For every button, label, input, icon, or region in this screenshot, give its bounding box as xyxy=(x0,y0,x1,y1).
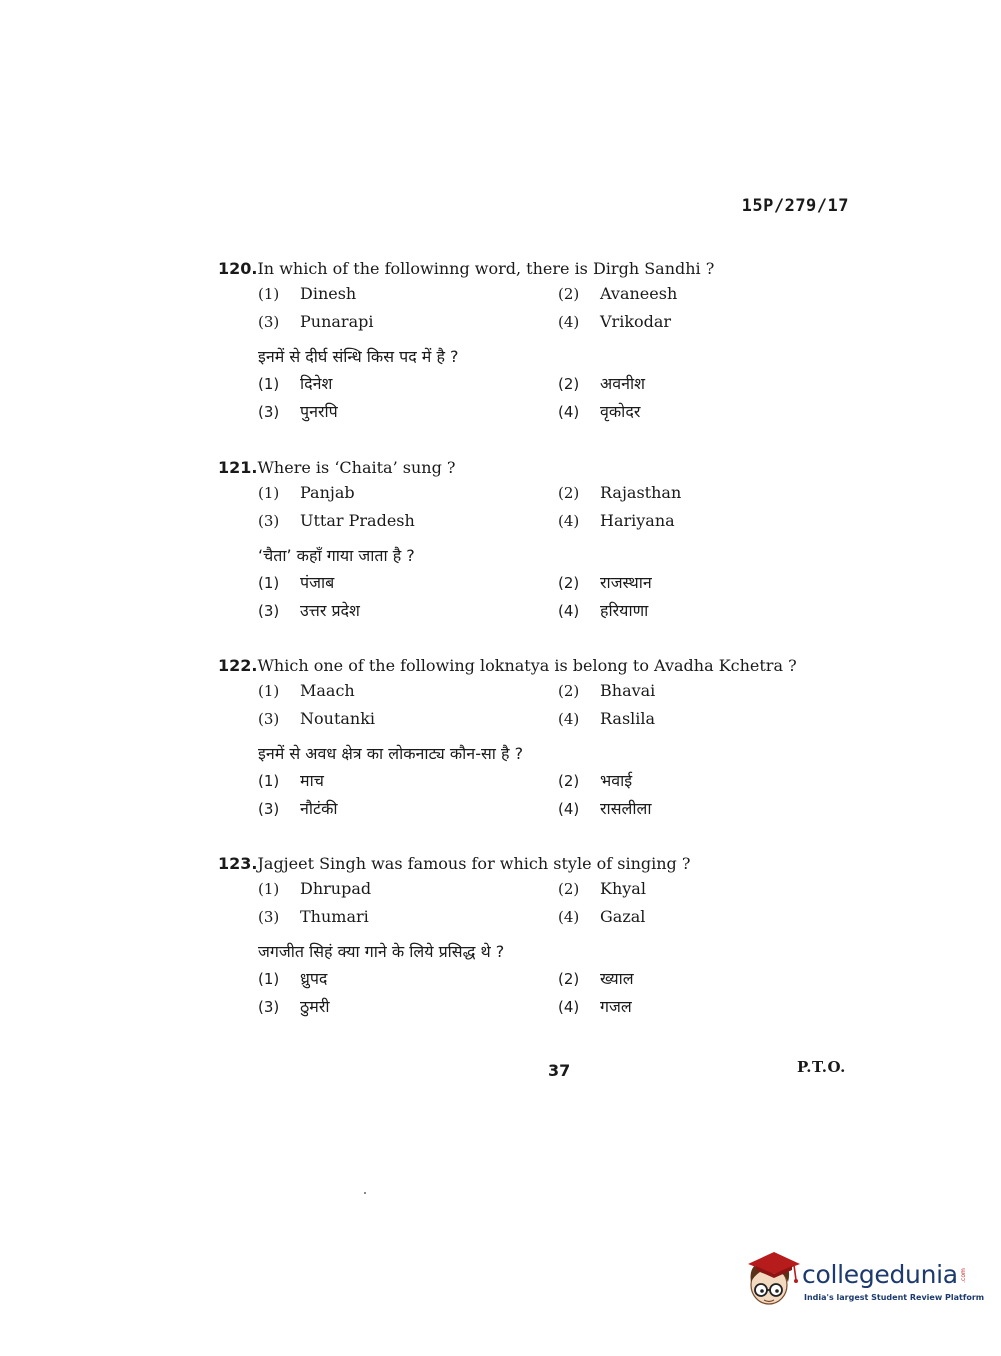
option-4: (4) Vrikodar xyxy=(558,312,672,331)
hindi-option-3: (3) पुनरपि xyxy=(258,402,338,421)
hindi-option-2: (2) भवाई xyxy=(558,771,633,790)
question-text: Which one of the following loknatya is belong to Avadha Kchetra ? xyxy=(257,656,797,675)
option-1: (1) Maach xyxy=(258,681,355,700)
option-3: (3) Punarapi xyxy=(258,312,374,331)
question-stem xyxy=(218,258,838,280)
question-number: 123. xyxy=(218,854,258,873)
question-121 xyxy=(218,457,838,627)
question-120 xyxy=(218,258,838,428)
hindi-option-2: (2) ख्याल xyxy=(558,969,634,988)
option-1: (1) Dinesh xyxy=(258,284,357,303)
question-text: Jagjeet Singh was famous for which style of singing ? xyxy=(257,854,691,873)
question-stem xyxy=(218,853,838,875)
question-stem xyxy=(218,655,838,677)
option-3: (3) Uttar Pradesh xyxy=(258,511,415,530)
scan-speck xyxy=(364,1192,366,1194)
hindi-option-1: (1) ध्रुपद xyxy=(258,969,328,988)
hindi-option-1: (1) पंजाब xyxy=(258,573,335,592)
option-1: (1) Dhrupad xyxy=(258,879,372,898)
question-number: 120. xyxy=(218,259,258,278)
logo-domain-suffix: .com xyxy=(959,1268,967,1283)
option-4: (4) Gazal xyxy=(558,907,646,926)
pto-label: P.T.O. xyxy=(797,1058,846,1076)
english-options xyxy=(258,879,838,935)
hindi-option-4: (4) वृकोदर xyxy=(558,402,641,421)
question-number: 121. xyxy=(218,458,258,477)
question-122 xyxy=(218,655,838,825)
question-123 xyxy=(218,853,838,1023)
page-number: 37 xyxy=(548,1061,571,1080)
hindi-option-3: (3) ठुमरी xyxy=(258,997,330,1016)
hindi-option-4: (4) हरियाणा xyxy=(558,601,649,620)
english-options xyxy=(258,681,838,737)
hindi-question-text: जगजीत सिहं क्या गाने के लिये प्रसिद्ध थे ? xyxy=(258,942,505,961)
hindi-options xyxy=(258,769,838,825)
hindi-question-text: इनमें से दीर्घ संन्धि किस पद में है ? xyxy=(258,347,459,366)
logo-wordmark: collegedunia xyxy=(802,1260,958,1289)
english-options xyxy=(258,284,838,340)
question-number: 122. xyxy=(218,656,258,675)
option-2: (2) Bhavai xyxy=(558,681,656,700)
paper-code: 15P/279/17 xyxy=(741,196,849,216)
hindi-options xyxy=(258,372,838,428)
hindi-option-3: (3) नौटंकी xyxy=(258,799,338,818)
option-4: (4) Hariyana xyxy=(558,511,675,530)
option-3: (3) Noutanki xyxy=(258,709,376,728)
option-1: (1) Panjab xyxy=(258,483,355,502)
hindi-question-text: इनमें से अवध क्षेत्र का लोकनाट्य कौन-सा है ? xyxy=(258,744,524,763)
option-3: (3) Thumari xyxy=(258,907,369,926)
hindi-option-4: (4) रासलीला xyxy=(558,799,652,818)
question-stem xyxy=(218,457,838,479)
option-4: (4) Raslila xyxy=(558,709,656,728)
logo-tagline: India's largest Student Review Platform xyxy=(804,1293,985,1302)
hindi-option-3: (3) उत्तर प्रदेश xyxy=(258,601,360,620)
hindi-options xyxy=(258,571,838,627)
hindi-option-1: (1) दिनेश xyxy=(258,374,333,393)
hindi-option-1: (1) माच xyxy=(258,771,324,790)
hindi-question-text: ‘चैता’ कहाँ गाया जाता है ? xyxy=(258,546,415,565)
hindi-option-2: (2) अवनीश xyxy=(558,374,646,393)
option-2: (2) Rajasthan xyxy=(558,483,682,502)
graduate-cap-face-icon xyxy=(742,1250,800,1308)
english-options xyxy=(258,483,838,539)
question-text: In which of the followinng word, there is Dirgh Sandhi ? xyxy=(257,259,715,278)
option-2: (2) Khyal xyxy=(558,879,646,898)
option-2: (2) Avaneesh xyxy=(558,284,678,303)
hindi-option-4: (4) गजल xyxy=(558,997,632,1016)
collegedunia-logo xyxy=(742,1248,985,1310)
question-text: Where is ‘Chaita’ sung ? xyxy=(257,458,456,477)
hindi-option-2: (2) राजस्थान xyxy=(558,573,652,592)
hindi-options xyxy=(258,967,838,1023)
